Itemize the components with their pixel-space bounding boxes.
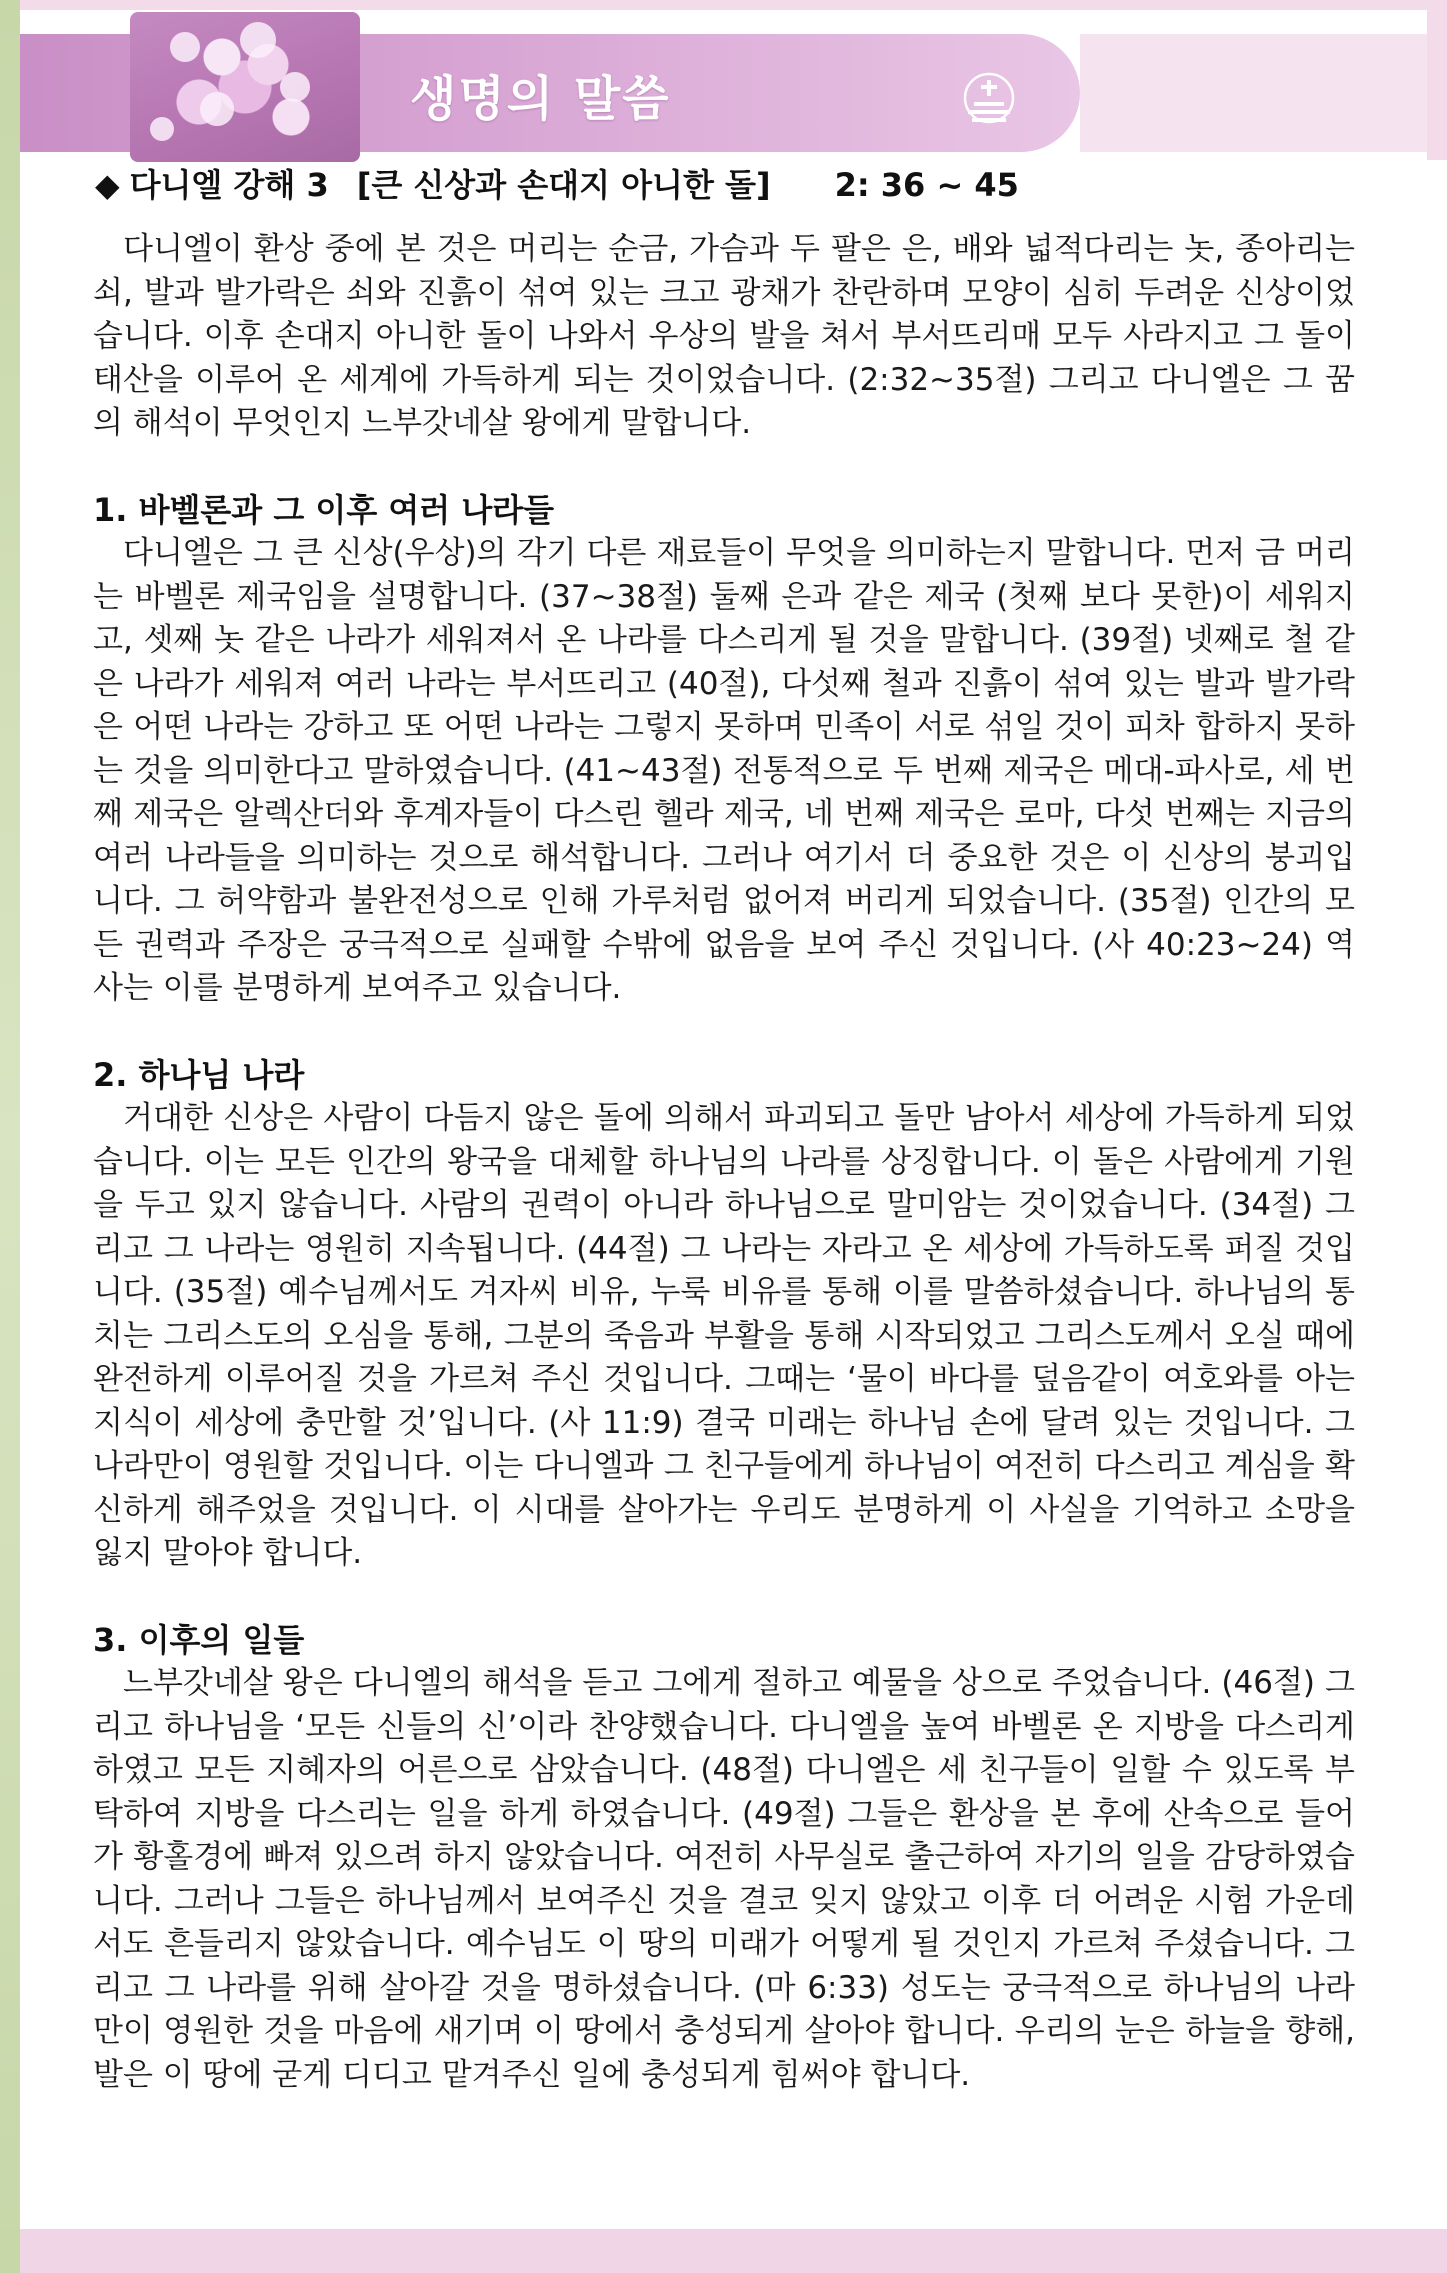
section-body-2: 거대한 신상은 사람이 다듬지 않은 돌에 의해서 파괴되고 돌만 남아서 세상에 가득하게 되었습니다. 이는 모든 인간의 왕국을 대체할 하나님의 나라를 상징합니다. 이 돌은 사람에게 기원을 두고 있지 않습니다. 사람의 권력이 아니라 하나님으로 말미암는 것이었습니다. (34절) 그리고 그 나라는 영원히 지속됩니다. (44절) 그 나라는 자라고 온 세상에 가득하도록 퍼질 것입니다. (35절) 예수님께서도 겨자씨 비유, 누룩 비유를 통해 이를 말씀하셨습니다. 하나님의 통치는 그리스도의 오심을 통해, 그분의 죽음과 부활을 통해 시작되었고 그리스도께서 오실 때에 완전하게 이루어질 것을 가르쳐 주신 것입니다. 그때는 ‘물이 바다를 덮음같이 여호와를 아는 지식이 세상에 충만할 것’입니다. (사 11:9) 결국 미래는 하나님 손에 달려 있는 것입니다. 그 나라만이 영원할 것입니다. 이는 다니엘과 그 친구들에게 하나님이 여전히 다스리고 계심을 확신하게 해주었을 것입니다. 이 시대를 살아가는 우리도 분명하게 이 사실을 기억하고 소망을 잃지 말아야 합니다. (93, 1100, 1355, 1571)
header-banner (20, 12, 1427, 160)
top-decor-strip (0, 0, 1447, 10)
intro-paragraph: 다니엘이 환상 중에 본 것은 머리는 순금, 가슴과 두 팔은 은, 배와 넓적다리는 놋, 종아리는 쇠, 발과 발가락은 쇠와 진흙이 섞여 있는 크고 광채가 찬란하며 모양이 심히 두려운 신상이었습니다. 이후 손대지 아니한 돌이 나와서 우상의 발을 쳐서 부서뜨리매 모두 사라지고 그 돌이 태산을 이루어 온 세계에 가득하게 되는 것이었습니다. (2:32~35절) 그리고 다니엘은 그 꿈의 해석이 무엇인지 느부갓네살 왕에게 말합니다. (93, 231, 1355, 441)
sermon-body (93, 228, 1355, 2097)
section-body-1: 다니엘은 그 큰 신상(우상)의 각기 다른 재료들이 무엇을 의미하는지 말합니다. 먼저 금 머리는 바벨론 제국임을 설명합니다. (37~38절) 둘째 은과 같은 제국 (첫째 보다 못한)이 세워지고, 셋째 놋 같은 나라가 세워져서 온 나라를 다스리게 될 것을 말합니다. (39절) 넷째로 철 같은 나라가 세워져 여러 나라는 부서뜨리고 (40절), 다섯째 철과 진흙이 섞여 있는 발과 발가락은 어떤 나라는 강하고 또 어떤 나라는 그렇지 못하며 민족이 서로 섞일 것이 피차 합하지 못하는 것을 의미한다고 말하였습니다. (41~43절) 전통적으로 두 번째 제국은 메대-파사로, 세 번째 제국은 알렉산더와 후계자들이 다스린 헬라 제국, 네 번째 제국은 로마, 다섯 번째는 지금의 여러 나라들을 의미하는 것으로 해석합니다. 그러나 여기서 더 중요한 것은 이 신상의 붕괴입니다. 그 허약함과 불완전성으로 인해 가루처럼 없어져 버리게 되었습니다. (35절) 인간의 모든 권력과 주장은 궁극적으로 실패할 수밖에 없음을 보여 주신 것입니다. (사 40:23~24) 역사는 이를 분명하게 보여주고 있습니다. (93, 535, 1355, 1006)
section-body-3: 느부갓네살 왕은 다니엘의 해석을 듣고 그에게 절하고 예물을 상으로 주었습니다. (46절) 그리고 하나님을 ‘모든 신들의 신’이라 찬양했습니다. 다니엘을 높여 바벨론 온 지방을 다스리게 하였고 모든 지혜자의 어른으로 삼았습니다. (48절) 다니엘은 세 친구들이 일할 수 있도록 부탁하여 지방을 다스리는 일을 하게 하였습니다. (49절) 그들은 환상을 본 후에 산속으로 들어가 황홀경에 빠져 있으려 하지 않았습니다. 여전히 사무실로 출근하여 자기의 일을 감당하였습니다. 그러나 그들은 하나님께서 보여주신 것을 결코 잊지 않았고 이후 더 어려운 시험 가운데서도 흔들리지 않았습니다. 예수님도 이 땅의 미래가 어떻게 될 것인지 가르쳐 주셨습니다. 그리고 그 나라를 위해 살아갈 것을 명하셨습니다. (마 6:33) 성도는 궁극적으로 하나님의 나라만이 영원한 것을 마음에 새기며 이 땅에서 충성되게 살아야 합니다. 우리의 눈은 하늘을 향해, 발은 이 땅에 굳게 디디고 맡겨주신 일에 충성되게 힘써야 합니다. (93, 1665, 1355, 2093)
scripture-reference: 2: 36 ~ 45 (834, 166, 1019, 204)
header-right-panel (1080, 34, 1427, 152)
section-heading-2: 2. 하나님 나라 (93, 1055, 305, 1094)
flower-image (130, 12, 360, 162)
header-right-strip (1427, 0, 1447, 160)
sermon-subtitle: [큰 신상과 손대지 아니한 돌] (356, 166, 771, 204)
church-icon (960, 72, 1018, 128)
section-heading-3: 3. 이후의 일들 (93, 1620, 305, 1659)
bottom-decor-strip (0, 2229, 1447, 2273)
section-heading-1: 1. 바벨론과 그 이후 여러 나라들 (93, 490, 555, 529)
bottom-decor-edge (0, 2229, 20, 2273)
diamond-bullet-icon: ◆ (95, 166, 120, 204)
left-decor-edge (0, 0, 20, 2273)
sermon-title-line (95, 160, 1019, 206)
header-title: 생명의 말씀 (410, 71, 671, 127)
sermon-title: 다니엘 강해 3 (129, 166, 329, 204)
